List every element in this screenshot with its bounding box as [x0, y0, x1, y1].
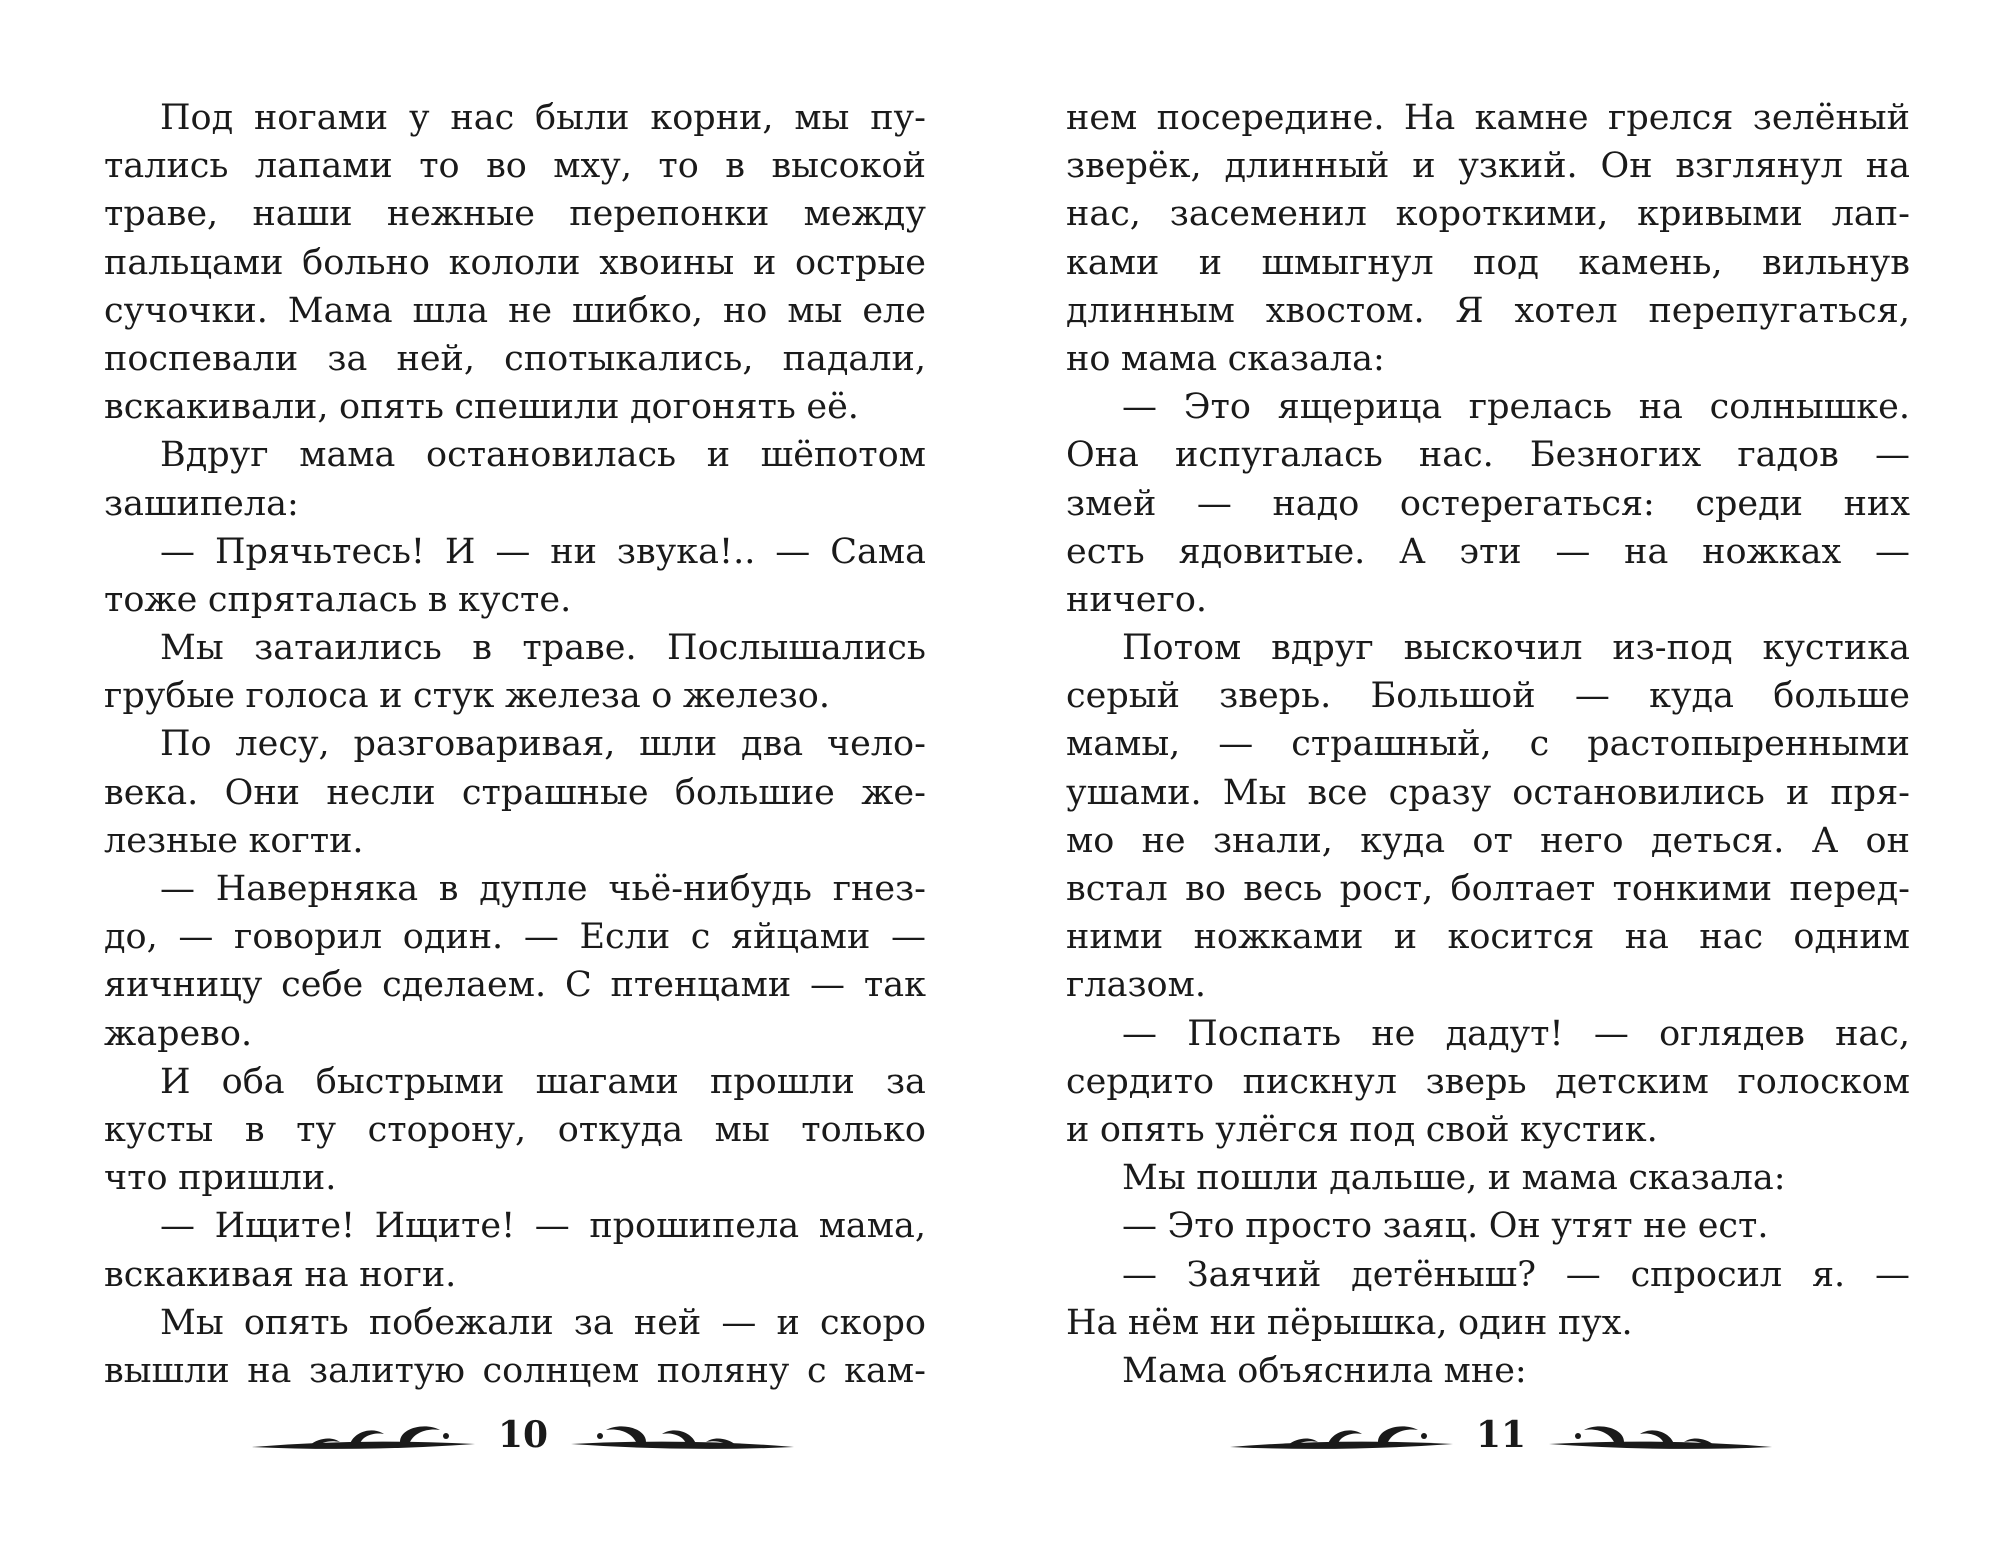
text-line: лезные когти. [104, 820, 364, 861]
ornament-left-flourish [1228, 1414, 1458, 1456]
text-line: нас, засеменил короткими, кривыми лап- [1066, 194, 1910, 235]
right-page-footer [1228, 1410, 1774, 1460]
text-line: поспевали за ней, спотыкались, падали, [104, 338, 926, 379]
text-line: — Прячьтесь! И — ни звука!.. — Сама [160, 531, 926, 572]
text-line: что пришли. [104, 1158, 337, 1199]
text-line: нем посередине. На камне грелся зелёный [1066, 98, 1910, 138]
text-line: — Наверняка в дупле чьё-нибудь гнез- [160, 869, 926, 909]
text-line: ушами. Мы все сразу остановились и пря- [1066, 772, 1910, 813]
text-line: грубые голоса и стук железа о железо. [104, 676, 830, 717]
text-line: яичницу себе сделаем. С птенцами — так [104, 965, 926, 1006]
text-line: кусты в ту сторону, откуда мы только [104, 1109, 926, 1150]
text-line: Мы пошли дальше, и мама сказала: [1122, 1158, 1786, 1199]
text-line: Под ногами у нас были корни, мы пу- [160, 98, 926, 138]
text-line: мамы, — страшный, с растопыренными [1066, 724, 1910, 765]
page-number: 11 [1476, 1414, 1527, 1456]
text-line: Потом вдруг выскочил из-под кустика [1122, 628, 1910, 669]
text-line: встал во весь рост, болтает тонкими перед- [1066, 869, 1910, 909]
text-line: зашипела: [104, 483, 299, 524]
text-line: ними ножками и косится на нас одним [1066, 917, 1910, 958]
text-line: ничего. [1066, 579, 1208, 620]
left-page-footer [250, 1410, 796, 1460]
text-line: вскакивали, опять спешили догонять её. [104, 387, 859, 428]
text-line: жарево. [104, 1013, 253, 1054]
text-line: — Это просто заяц. Он утят не ест. [1122, 1206, 1769, 1247]
text-line: траве, наши нежные перепонки между [104, 194, 926, 235]
text-line: до, — говорил один. — Если с яйцами — [104, 917, 926, 958]
text-line: и опять улёгся под свой кустик. [1066, 1109, 1658, 1150]
text-line: но мама сказала: [1066, 338, 1385, 379]
text-line: Мы опять побежали за ней — и скоро [160, 1302, 926, 1343]
text-line: вышли на залитую солнцем поляну с кам- [104, 1350, 926, 1391]
text-line: — Заячий детёныш? — спросил я. — [1122, 1254, 1910, 1295]
ornament-right-flourish [566, 1414, 796, 1456]
text-line: Она испугалась нас. Безногих гадов — [1066, 435, 1910, 476]
right-page-text [1066, 94, 1910, 1395]
ornament-left-flourish [250, 1414, 480, 1456]
text-line: сучочки. Мама шла не шибко, но мы еле [104, 290, 926, 331]
text-line: — Ищите! Ищите! — прошипела мама, [160, 1206, 926, 1247]
text-line: длинным хвостом. Я хотел перепугаться, [1066, 290, 1910, 331]
text-line: И оба быстрыми шагами прошли за [160, 1061, 926, 1102]
right-page [1000, 0, 2000, 1558]
text-line: глазом. [1066, 965, 1206, 1006]
text-line: мо не знали, куда от него деться. А он [1066, 820, 1910, 861]
text-line: сердито пискнул зверь детским голоском [1066, 1061, 1910, 1102]
text-line: пальцами больно кололи хвоины и острые [104, 242, 926, 283]
text-line: змей — надо остерегаться: среди них [1066, 483, 1910, 524]
text-line: По лесу, разговаривая, шли два чело- [160, 724, 926, 765]
text-line: вскакивая на ноги. [104, 1254, 457, 1295]
text-line: века. Они несли страшные большие же- [104, 772, 926, 813]
text-line: серый зверь. Большой — куда больше [1066, 676, 1910, 717]
left-page-text [104, 94, 926, 1395]
ornament-right-flourish [1544, 1414, 1774, 1456]
text-line: Вдруг мама остановилась и шёпотом [160, 435, 926, 476]
text-line: ками и шмыгнул под камень, вильнув [1066, 242, 1910, 283]
text-line: Мы затаились в траве. Послышались [160, 628, 926, 669]
text-line: — Поспать не дадут! — оглядев нас, [1122, 1013, 1910, 1054]
text-line: тались лапами то во мху, то в высокой [104, 146, 926, 187]
page-number: 10 [498, 1414, 549, 1456]
text-line: — Это ящерица грелась на солнышке. [1122, 387, 1910, 428]
text-line: зверёк, длинный и узкий. Он взглянул на [1066, 146, 1910, 187]
text-line: тоже спряталась в кусте. [104, 579, 572, 620]
text-line: На нём ни пёрышка, один пух. [1066, 1302, 1633, 1343]
text-line: Мама объяснила мне: [1122, 1350, 1527, 1391]
text-line: есть ядовитые. А эти — на ножках — [1066, 531, 1910, 572]
